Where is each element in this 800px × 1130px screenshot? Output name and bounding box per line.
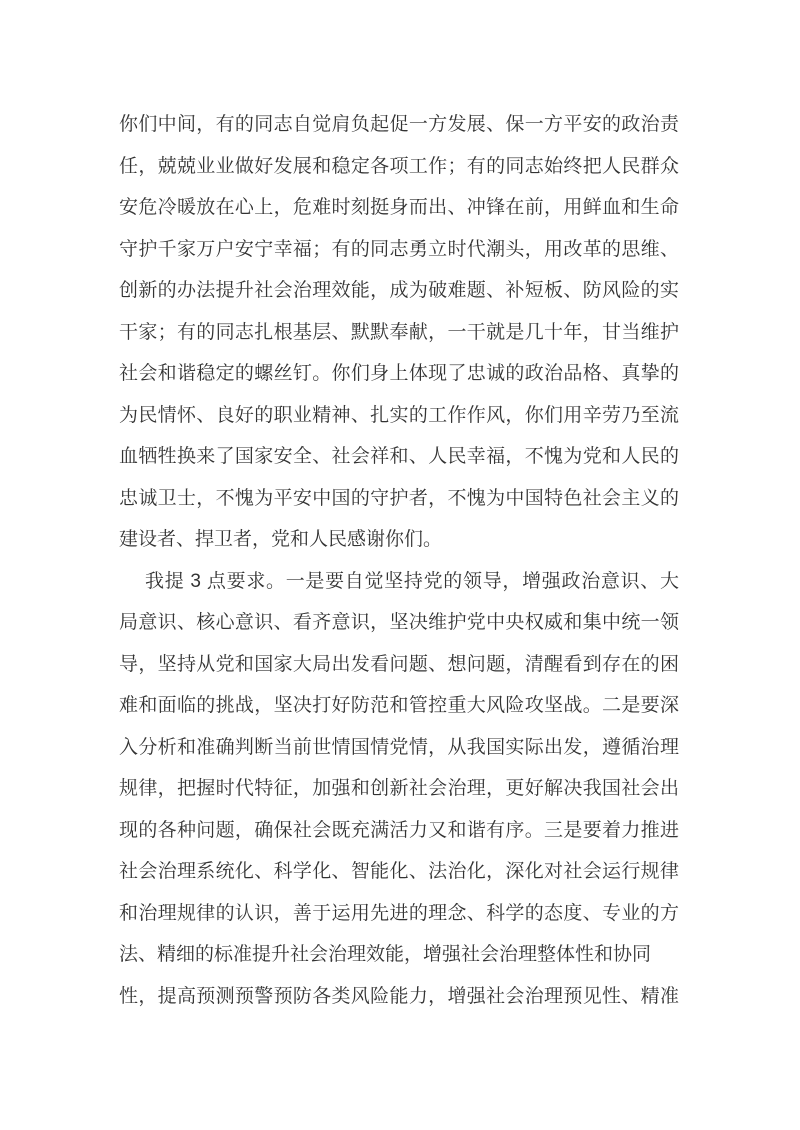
text-line: 社会和谐稳定的螺丝钉。你们身上体现了忠诚的政治品格、真挚的 (119, 363, 679, 384)
text-line: 守护千家万户安宁幸福；有的同志勇立时代潮头，用改革的思维、 (119, 238, 679, 260)
text-line: 忠诚卫士，不愧为平安中国的守护者，不愧为中国特色社会主义的 (119, 487, 679, 509)
text-line: 入分析和准确判断当前世情国情党情，从我国实际出发，遵循治理 (119, 736, 679, 758)
text-line: 建设者、捍卫者，党和人民感谢你们。 (119, 529, 443, 550)
text-line: 规律，把握时代特征，加强和创新社会治理，更好解决我国社会出 (119, 778, 679, 799)
text-line: 现的各种问题，确保社会既充满活力又和谐有序。三是要着力推进 (119, 819, 679, 841)
text-line: 和治理规律的认识，善于运用先进的理念、科学的态度、专业的方 (119, 902, 679, 924)
text-line: 难和面临的挑战，坚决打好防范和管控重大风险攻坚战。二是要深 (119, 695, 679, 716)
text-line: 你们中间，有的同志自觉肩负起促一方发展、保一方平安的政治责 (119, 114, 679, 135)
text-line: 血牺牲换来了国家安全、社会祥和、人民幸福，不愧为党和人民的 (119, 446, 679, 467)
text-line: 局意识、核心意识、看齐意识，坚决维护党中央权威和集中统一领 (119, 612, 679, 633)
text-line: 为民情怀、良好的职业精神、扎实的工作作风，你们用辛劳乃至流 (119, 404, 679, 426)
text-line: 社会治理系统化、科学化、智能化、法治化，深化对社会运行规律 (119, 861, 679, 882)
text-line: 安危冷暖放在心上，危难时刻挺身而出、冲锋在前，用鲜血和生命 (119, 197, 679, 218)
text-block (119, 104, 679, 1017)
text-line: 任，兢兢业业做好发展和稳定各项工作；有的同志始终把人民群众 (119, 155, 679, 177)
text-line: 导，坚持从党和国家大局出发看问题、想问题，清醒看到存在的困 (119, 653, 679, 675)
text-line: 性，提高预测预警预防各类风险能力，增强社会治理预见性、精准 (119, 985, 679, 1007)
paragraph-2 (119, 561, 679, 1018)
text-line: 干家；有的同志扎根基层、默默奉献，一干就是几十年，甘当维护 (119, 321, 679, 343)
text-line: 我提 3 点要求。一是要自觉坚持党的领导，增强政治意识、大 (145, 570, 679, 592)
text-line: 创新的办法提升社会治理效能，成为破难题、补短板、防风险的实 (119, 280, 679, 301)
paragraph-1 (119, 104, 679, 561)
text-line: 法、精细的标准提升社会治理效能，增强社会治理整体性和协同 (119, 944, 652, 965)
